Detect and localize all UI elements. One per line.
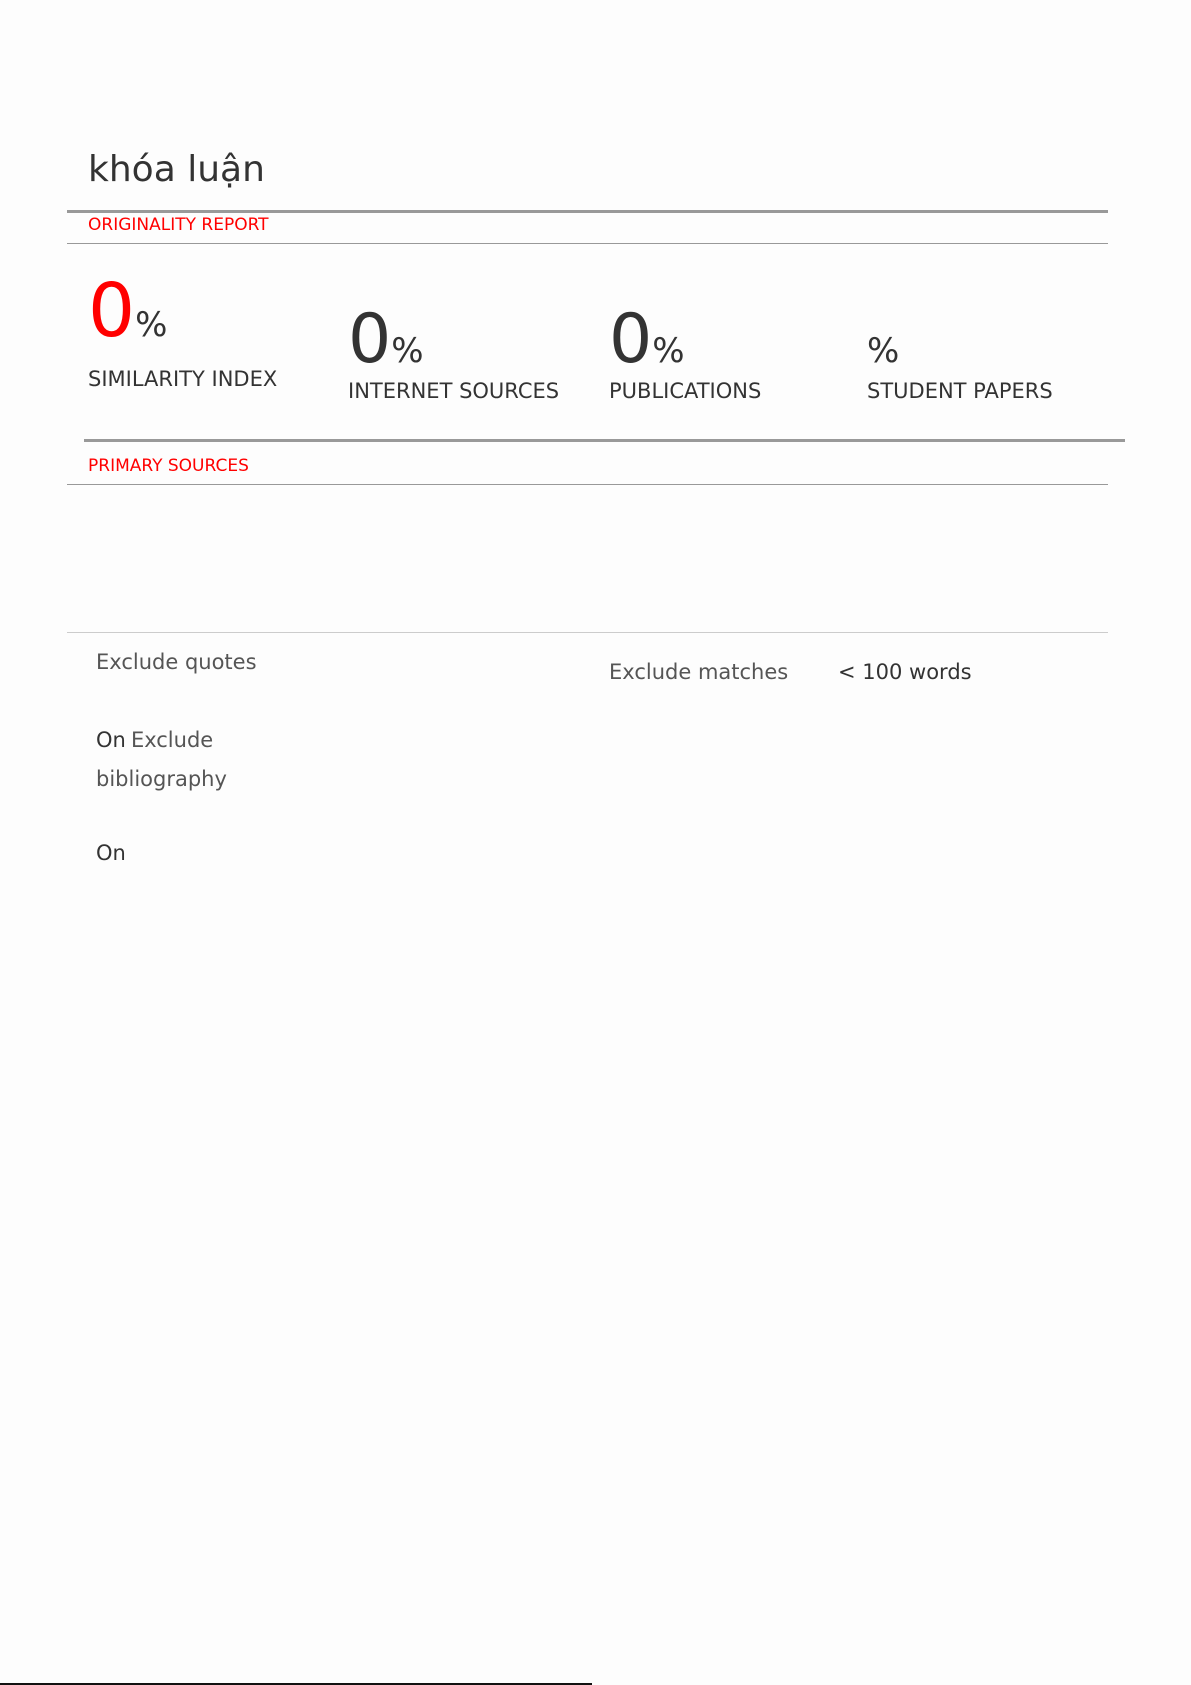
options-divider xyxy=(67,632,1108,633)
publications-label: PUBLICATIONS xyxy=(609,379,762,403)
exclude-quotes-label: Exclude quotes xyxy=(96,650,257,674)
internet-sources-percent: % xyxy=(391,331,424,371)
title-divider xyxy=(67,210,1108,213)
exclude-quotes-row xyxy=(96,725,213,755)
primary-sources-divider xyxy=(67,484,1108,485)
similarity-index-value xyxy=(88,268,168,362)
document-title: khóa luận xyxy=(88,149,265,190)
internet-sources-value xyxy=(348,300,424,385)
student-papers-value xyxy=(867,306,899,385)
exclude-bibliography-label-line1: Exclude xyxy=(130,728,214,752)
exclude-matches-label: Exclude matches xyxy=(609,660,789,684)
exclude-matches-value: < 100 words xyxy=(838,660,972,684)
publications-number: 0 xyxy=(609,300,653,379)
exclude-quotes-value: On xyxy=(96,728,126,752)
exclude-bibliography-value: On xyxy=(96,841,126,865)
internet-sources-label: INTERNET SOURCES xyxy=(348,379,560,403)
internet-sources-number: 0 xyxy=(348,300,392,379)
publications-percent: % xyxy=(652,331,685,371)
publications-value xyxy=(609,300,685,385)
exclude-bibliography-label-line2: bibliography xyxy=(96,767,227,791)
student-papers-label: STUDENT PAPERS xyxy=(867,379,1053,403)
student-papers-percent: % xyxy=(867,331,900,371)
stats-divider xyxy=(84,439,1125,442)
primary-sources-label: PRIMARY SOURCES xyxy=(88,456,249,476)
similarity-index-label: SIMILARITY INDEX xyxy=(88,367,278,391)
originality-report-divider xyxy=(67,243,1108,244)
similarity-index-number: 0 xyxy=(88,268,136,354)
originality-report-label: ORIGINALITY REPORT xyxy=(88,215,269,235)
similarity-index-percent: % xyxy=(135,305,168,345)
